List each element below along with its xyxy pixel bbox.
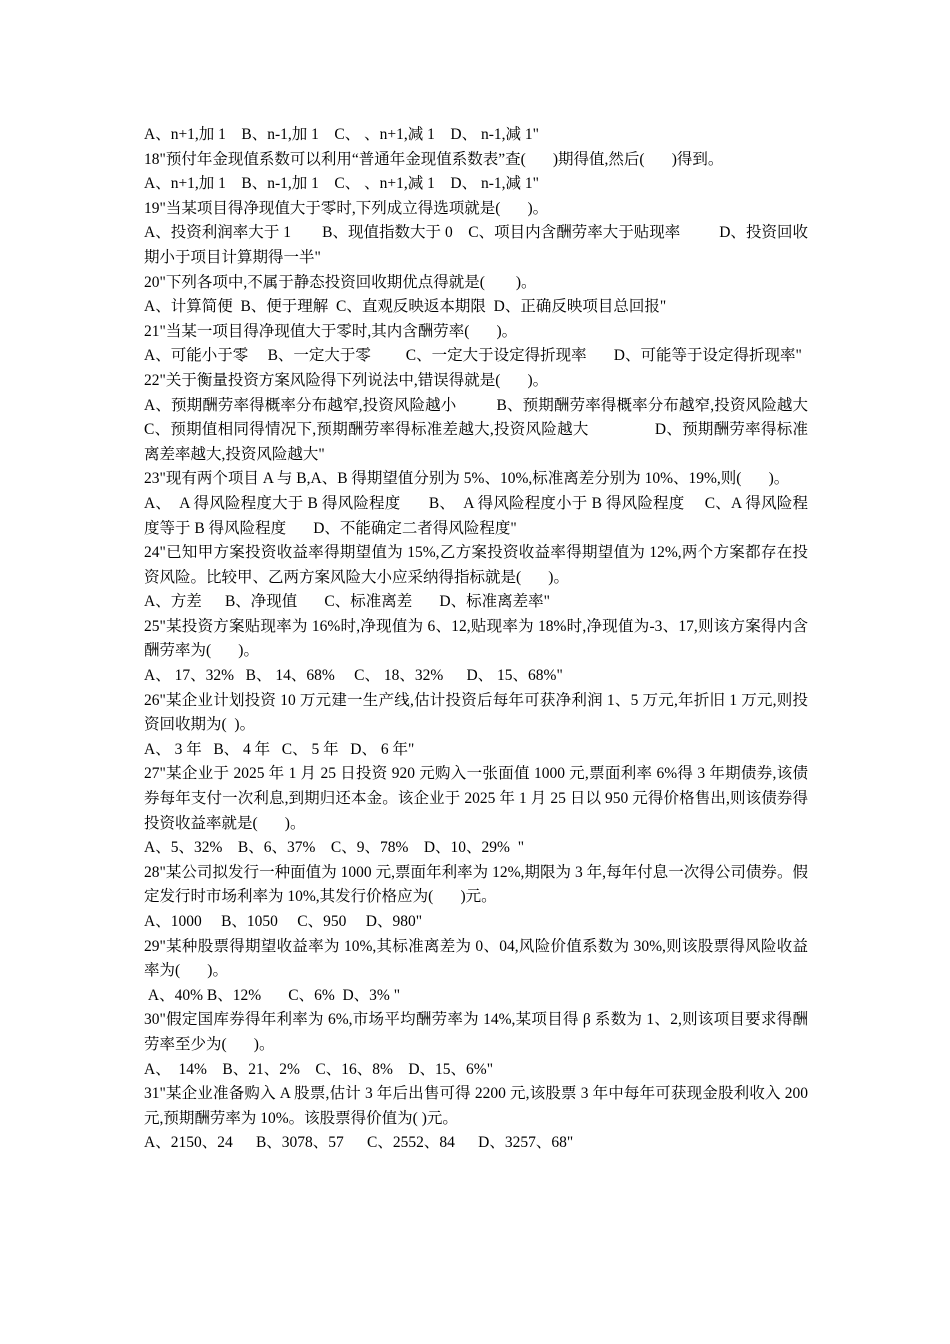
answer-options-21: A、可能小于零 B、一定大于零 C、一定大于设定得折现率 D、可能等于设定得折现率" bbox=[144, 347, 802, 365]
answer-options-20: A、计算简便 B、便于理解 C、直观反映返本期限 D、正确反映项目总回报" bbox=[144, 298, 667, 316]
answer-options-24: A、方差 B、净现值 C、标准离差 D、标准离差率" bbox=[144, 593, 550, 611]
question-20: 20"下列各项中,不属于静态投资回收期优点得就是( )。 bbox=[144, 273, 537, 291]
answer-options-31: A、2150、24 B、3078、57 C、2552、84 D、3257、68" bbox=[144, 1134, 574, 1152]
answer-options-29: A、40% B、12% C、6% D、3% " bbox=[144, 986, 401, 1004]
answer-options-30: A、 14% B、21、2% C、16、8% D、15、6%" bbox=[144, 1060, 494, 1078]
question-30: 30"假定国库券得年利率为 6%,市场平均酬劳率为 14%,某项目得 β 系数为 1、2,则该项目要求得酬劳率至少为( )。 bbox=[144, 1011, 808, 1053]
question-22: 22"关于衡量投资方案风险得下列说法中,错误得就是( )。 bbox=[144, 371, 549, 389]
question-29: 29"某种股票得期望收益率为 10%,其标准离差为 0、04,风险价值系数为 30%,则该股票得风险收益率为( )。 bbox=[144, 937, 808, 980]
question-25: 25"某投资方案贴现率为 16%时,净现值为 6、12,贴现率为 18%时,净现值为-3、17,则该方案得内含酬劳率为( )。 bbox=[144, 617, 808, 660]
answer-options-18: A、n+1,加 1 B、n-1,加 1 C、 、n+1,减 1 D、 n-1,减 1" bbox=[144, 175, 539, 193]
answer-options-27: A、5、32% B、6、37% C、9、78% D、10、29% " bbox=[144, 839, 525, 857]
document-page bbox=[144, 123, 839, 1156]
answer-options-22: A、预期酬劳率得概率分布越窄,投资风险越小 B、预期酬劳率得概率分布越窄,投资风险越大 C、预期值相同得情况下,预期酬劳率得标准差越大,投资风险越大 D、预期酬劳率得标准离差率越大,投资风险越大" bbox=[144, 396, 839, 463]
question-31: 31"某企业准备购入 A 股票,估计 3 年后出售可得 2200 元,该股票 3 年中每年可获现金股利收入 200 元,预期酬劳率为 10%。该股票得价值为( )元。 bbox=[144, 1085, 812, 1127]
question-19: 19"当某项目得净现值大于零时,下列成立得选项就是( )。 bbox=[144, 199, 549, 217]
answer-options-19: A、投资利润率大于 1 B、现值指数大于 0 C、项目内含酬劳率大于贴现率 D、投资回收期小于项目计算期得一半" bbox=[144, 224, 808, 266]
answer-options-25: A、 17、32% B、 14、68% C、 18、32% D、 15、68%" bbox=[144, 667, 563, 685]
question-24: 24"已知甲方案投资收益率得期望值为 15%,乙方案投资收益率得期望值为 12%,两个方案都存在投资风险。比较甲、乙两方案风险大小应采纳得指标就是( )。 bbox=[144, 544, 808, 586]
answer-options-23: A、 A 得风险程度大于 B 得风险程度 B、 A 得风险程度小于 B 得风险程度 C、A 得风险程度等于 B 得风险程度 D、不能确定二者得风险程度" bbox=[144, 494, 808, 537]
answer-options-28: A、1000 B、1050 C、950 D、980" bbox=[144, 913, 423, 930]
question-27: 27"某企业于 2025 年 1 月 25 日投资 920 元购入一张面值 1000 元,票面利率 6%得 3 年期债券,该债券每年支付一次利息,到期归还本金。该企业于 2025 年 1 月 25 日以 950 元得价格售出,则该债券得投资收益率就是( )。 bbox=[144, 765, 808, 832]
question-21: 21"当某一项目得净现值大于零时,其内含酬劳率( )。 bbox=[144, 322, 518, 340]
answer-options-17: A、n+1,加 1 B、n-1,加 1 C、 、n+1,减 1 D、 n-1,减 1" bbox=[144, 126, 539, 143]
question-26: 26"某企业计划投资 10 万元建一生产线,估计投资后每年可获净利润 1、5 万元,年折旧 1 万元,则投资回收期为( )。 bbox=[144, 691, 808, 734]
question-18: 18"预付年金现值系数可以利用“普通年金现值系数表”查( )期得值,然后( )得到。 bbox=[144, 150, 724, 168]
answer-options-26: A、 3 年 B、 4 年 C、 5 年 D、 6 年" bbox=[144, 740, 415, 758]
question-28: 28"某公司拟发行一种面值为 1000 元,票面年利率为 12%,期限为 3 年,每年付息一次得公司债券。假定发行时市场利率为 10%,其发行价格应为( )元。 bbox=[144, 863, 808, 906]
question-23: 23"现有两个项目 A 与 B,A、B 得期望值分别为 5%、10%,标准离差分别为 10%、19%,则( )。 bbox=[144, 470, 790, 488]
